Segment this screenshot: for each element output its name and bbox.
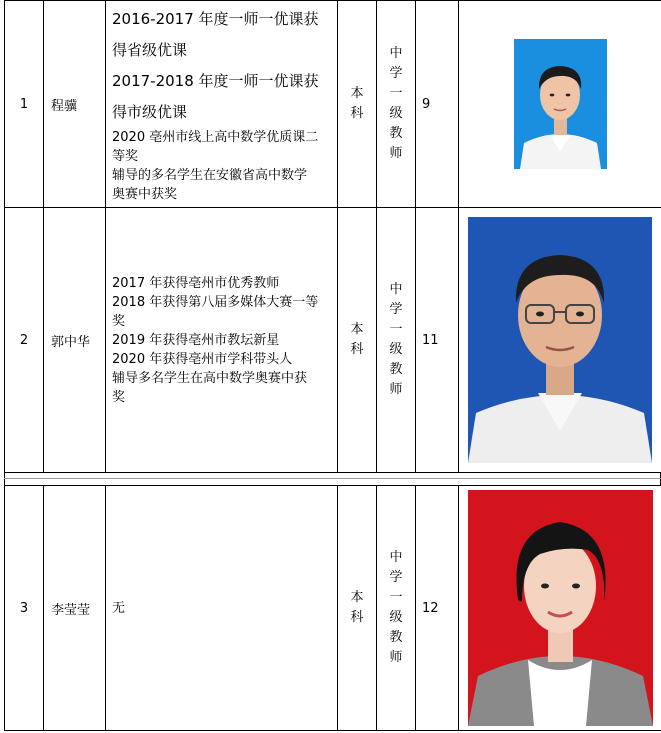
award-line: 等奖	[112, 149, 139, 164]
award-line: 辅导的多名学生在安徽省高中数学	[112, 168, 308, 183]
award-line: 2019 年获得亳州市教坛新星	[112, 332, 280, 348]
education: 本科	[350, 322, 364, 357]
photo-cell	[459, 486, 661, 731]
photo-cell	[459, 208, 661, 473]
award-line: 2018 年获得第八届多媒体大赛一等	[112, 294, 319, 310]
photo-cell	[459, 1, 661, 208]
teacher-photo	[468, 490, 653, 726]
teacher-table-bottom	[4, 485, 661, 731]
row-number: 2	[5, 208, 44, 473]
award-line: 2020 年获得亳州市学科带头人	[112, 351, 293, 367]
title-cell	[377, 1, 416, 208]
teacher-photo	[514, 39, 607, 169]
education: 本科	[350, 86, 364, 121]
award-line: 辅导多名学生在高中数学奥赛中获	[112, 370, 308, 386]
award-line: 奖	[112, 313, 126, 329]
row-number: 1	[5, 1, 44, 208]
education-cell	[338, 486, 377, 731]
teacher-photo	[468, 217, 652, 463]
education-cell	[338, 1, 377, 208]
table-row	[5, 1, 661, 208]
award-line: 2017 年获得亳州市优秀教师	[112, 275, 280, 291]
teacher-name: 李莹莹	[44, 486, 106, 731]
professional-title: 中学一级教师	[389, 46, 403, 161]
award-line: 得省级优课	[112, 41, 188, 59]
teacher-name: 程骥	[44, 1, 106, 208]
award-line: 无	[112, 600, 126, 616]
award-line: 2017-2018 年度一师一优课获	[112, 72, 319, 90]
professional-title: 中学一级教师	[389, 282, 403, 397]
award-line: 奥赛中获奖	[112, 187, 178, 202]
table-row	[5, 486, 661, 731]
teaching-years: 9	[416, 1, 459, 208]
teacher-table-top	[4, 0, 661, 473]
teaching-years: 11	[416, 208, 459, 473]
row-number: 3	[5, 486, 44, 731]
education-cell	[338, 208, 377, 473]
teacher-name: 郭中华	[44, 208, 106, 473]
awards-cell	[106, 1, 338, 208]
awards-cell	[106, 208, 338, 473]
title-cell	[377, 208, 416, 473]
award-line: 奖	[112, 389, 126, 405]
education: 本科	[350, 590, 364, 625]
professional-title: 中学一级教师	[389, 550, 403, 665]
title-cell	[377, 486, 416, 731]
awards-cell	[106, 486, 338, 731]
award-line: 得市级优课	[112, 103, 188, 121]
award-line: 2020 亳州市线上高中数学优质课二	[112, 130, 319, 145]
table-row	[5, 208, 661, 473]
divider	[4, 478, 661, 479]
award-line: 2016-2017 年度一师一优课获	[112, 10, 319, 28]
teaching-years: 12	[416, 486, 459, 731]
